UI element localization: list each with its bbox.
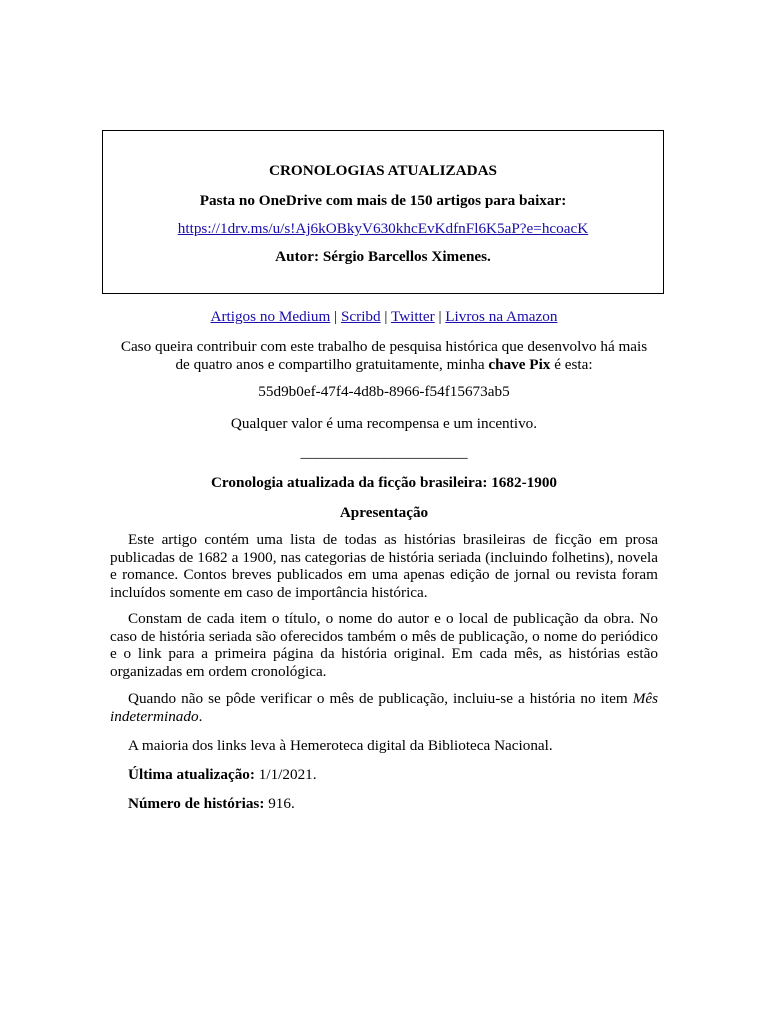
- header-box: [102, 130, 664, 294]
- link-amazon[interactable]: Livros na Amazon: [445, 308, 558, 325]
- article-title: Cronologia atualizada da ficção brasileira: 1682-1900: [210, 474, 558, 491]
- p3-prefix: Quando não se pôde verificar o mês de publicação, incluiu-se a história no item: [128, 690, 633, 707]
- paragraph-links: A maioria dos links leva à Hemeroteca digital da Biblioteca Nacional.: [128, 737, 553, 754]
- last-update: [110, 766, 658, 784]
- header-title: CRONOLOGIAS ATUALIZADAS: [269, 162, 497, 179]
- section-title: Apresentação: [339, 504, 429, 521]
- divider-line: ______________________: [300, 444, 468, 461]
- paragraph-structure: Constam de cada item o título, o nome do autor e o local de publicação da obra. No caso de história seriada são oferecidos também o mês de publicação, o nome do periódico e o link para a primeira página da história original. Em cada mês, as histórias estão organizadas em ordem cronológica.: [110, 610, 658, 680]
- p3-suffix: .: [198, 707, 203, 725]
- story-count-label: Número de histórias:: [128, 795, 265, 812]
- link-scribd[interactable]: Scribd: [340, 308, 381, 325]
- last-update-label: Última atualização:: [128, 766, 255, 783]
- onedrive-link[interactable]: https://1drv.ms/u/s!Aj6kOBkyV630khcEvKdfnFl6K5aP?e=hcoacK: [177, 220, 589, 237]
- last-update-value: 1/1/2021.: [254, 766, 317, 783]
- link-twitter[interactable]: Twitter: [390, 308, 435, 325]
- pix-key: 55d9b0ef-47f4-4d8b-8966-f54f15673ab5: [258, 383, 510, 400]
- link-medium[interactable]: Artigos no Medium: [210, 308, 331, 325]
- paragraph-undetermined: [110, 690, 658, 725]
- links-row: [110, 308, 658, 326]
- contribution-suffix: é esta:: [550, 355, 593, 373]
- story-count: [110, 795, 658, 813]
- p3-italic: Mês indeterminado: [110, 690, 658, 725]
- link-separator: |: [438, 308, 442, 325]
- contribution-line-2: [110, 356, 658, 374]
- onedrive-line: Pasta no OneDrive com mais de 150 artigos para baixar:: [199, 192, 567, 209]
- link-separator: |: [384, 308, 388, 325]
- contribution-line-1: Caso queira contribuir com este trabalho de pesquisa histórica que desenvolvo há mais: [120, 338, 648, 355]
- paragraph-intro: Este artigo contém uma lista de todas as histórias brasileiras de ficção em prosa publicadas de 1682 a 1900, nas categorias de história seriada (incluindo folhetins), novela e romance. Contos breves publicados em uma apenas edição de jornal ou revista foram incluídos somente em caso de importância histórica.: [110, 531, 658, 601]
- pix-label: chave Pix: [488, 355, 551, 373]
- contribution-text: [110, 338, 658, 373]
- thanks-text: Qualquer valor é uma recompensa e um incentivo.: [230, 415, 538, 432]
- story-count-value: 916.: [264, 795, 295, 812]
- link-separator: |: [334, 308, 338, 325]
- author-line: Autor: Sérgio Barcellos Ximenes.: [275, 248, 491, 265]
- contribution-prefix: de quatro anos e compartilho gratuitamente, minha: [175, 355, 489, 373]
